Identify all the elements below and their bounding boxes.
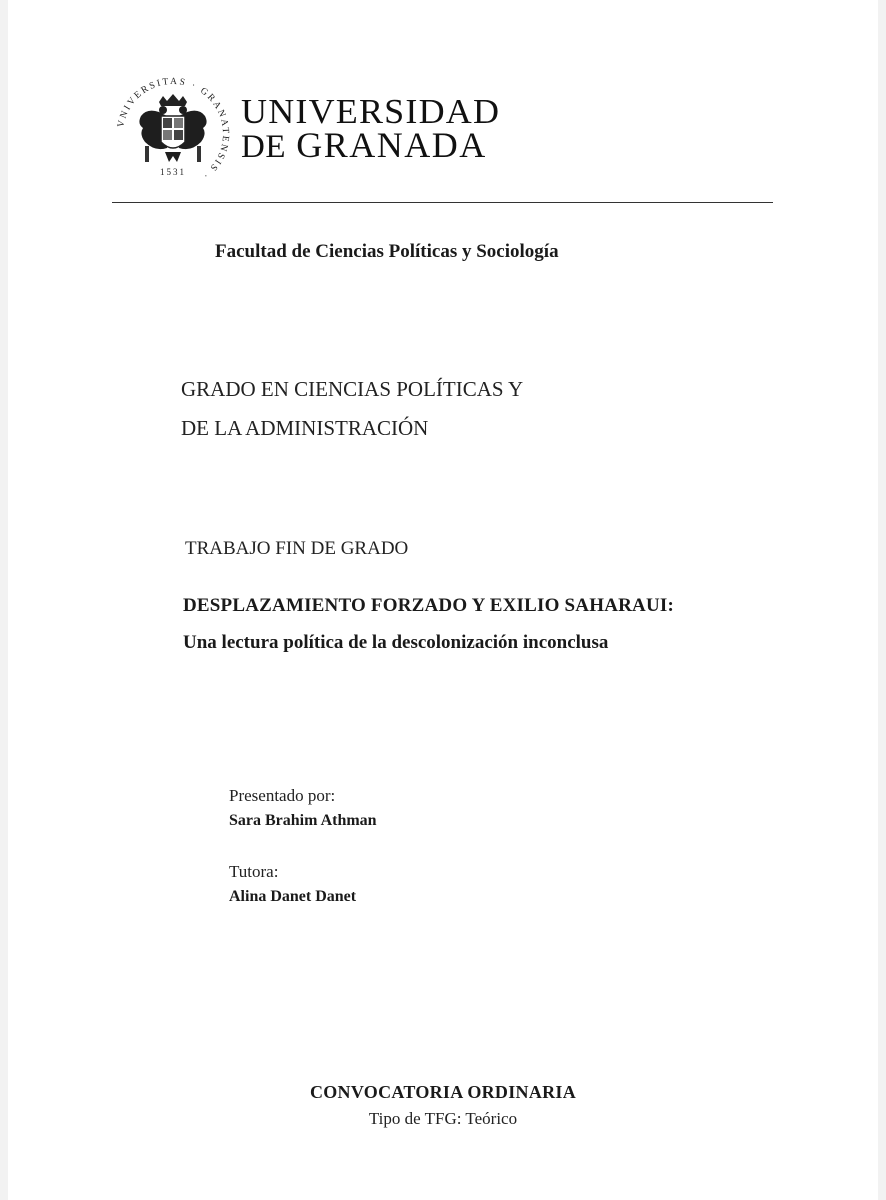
university-name-line1: UNIVERSIDAD — [241, 91, 501, 131]
degree-line-2: DE LA ADMINISTRACIÓN — [181, 416, 429, 440]
work-type-label: TRABAJO FIN DE GRADO — [185, 538, 409, 559]
degree-line-1: GRADO EN CIENCIAS POLÍTICAS Y — [181, 377, 524, 401]
thesis-title: DESPLAZAMIENTO FORZADO Y EXILIO SAHARAUI: — [183, 595, 675, 616]
svg-text:VNIVERSITAS · GRANATENSIS ·: VNIVERSITAS · GRANATENSIS · — [116, 76, 231, 182]
university-name-line2 — [241, 125, 500, 165]
tutor-name: Alina Danet Danet — [229, 888, 357, 905]
university-name-de: DE — [241, 129, 286, 165]
university-seal-icon — [111, 72, 235, 196]
tutor-label: Tutora: — [229, 862, 279, 881]
document-page — [8, 0, 878, 1200]
call-title: CONVOCATORIA ORDINARIA — [309, 1082, 577, 1102]
university-name — [241, 91, 501, 165]
presented-by-label: Presentado por: — [229, 786, 336, 805]
faculty-name: Facultad de Ciencias Políticas y Sociología — [215, 241, 559, 262]
header-divider — [112, 202, 773, 203]
tfg-type: Tipo de TFG: Teórico — [368, 1109, 518, 1128]
svg-text:1531: 1531 — [160, 167, 186, 177]
thesis-subtitle: Una lectura política de la descolonización inconclusa — [183, 632, 609, 653]
author-name: Sara Brahim Athman — [229, 812, 377, 829]
university-name-granada: GRANADA — [296, 125, 487, 165]
